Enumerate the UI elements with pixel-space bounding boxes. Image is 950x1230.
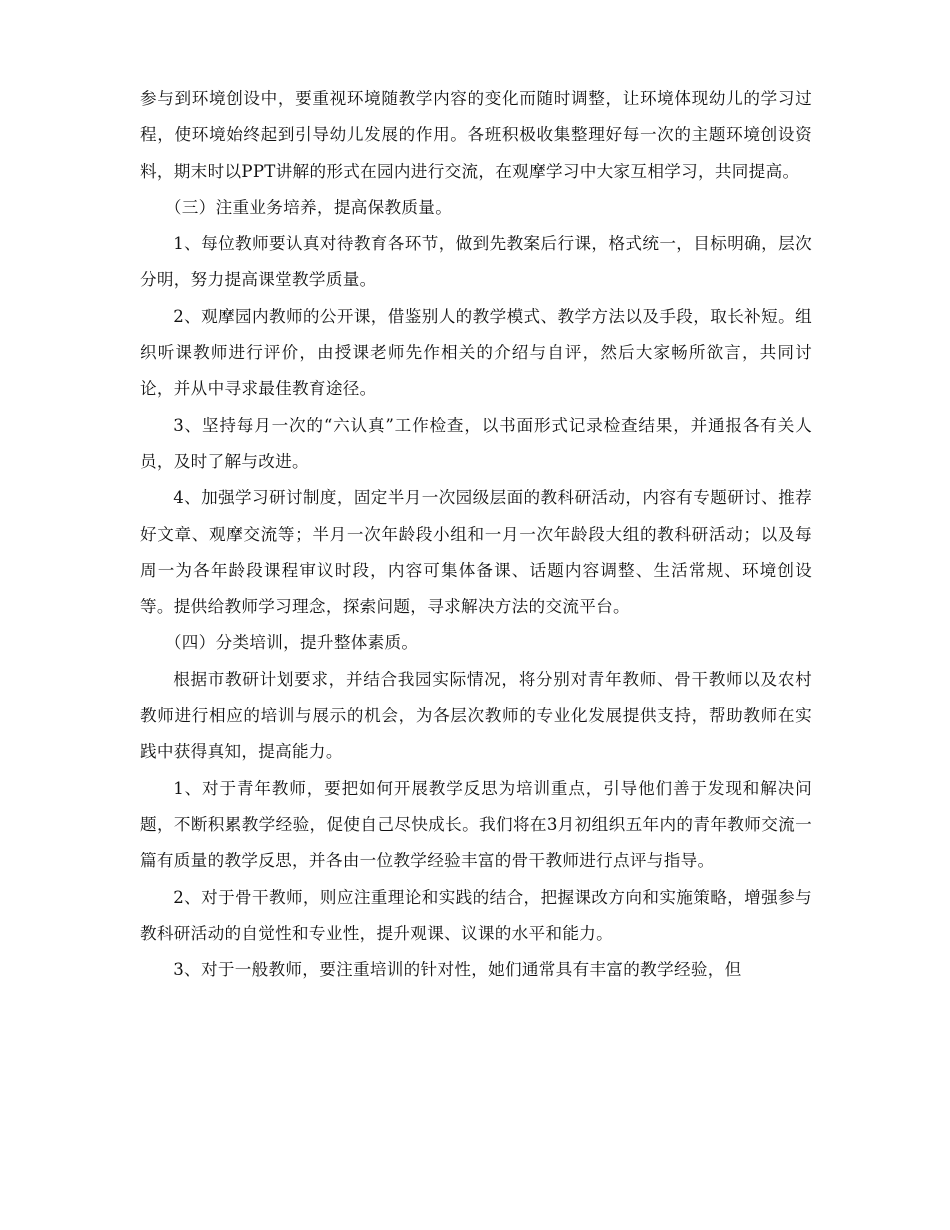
paragraph-item-4: 4、加强学习研讨制度，固定半月一次园级层面的教科研活动，内容有专题研讨、推荐好文章、观摩交流等；半月一次年龄段小组和一月一次年龄段大组的教科研活动；以及每周一为各年龄段课程审议时段，内容可集体备课、话题内容调整、生活常规、环境创设等。提供给教师学习理念，探索问题，寻求解决方法的交流平台。 [140,488,812,617]
section-heading-three: （三）注重业务培养，提高保教质量。 [164,197,453,217]
paragraph-intro: 根据市教研计划要求，并结合我园实际情况，将分别对青年教师、骨干教师以及农村教师进行相应的培训与展示的机会，为各层次教师的专业化发展提供支持，帮助教师在实践中获得真知，提高能力。 [140,669,812,762]
paragraph-general-teachers: 3、对于一般教师，要注重培训的针对性，她们通常具有丰富的教学经验，但 [173,960,742,980]
paragraph-key-teachers: 2、对于骨干教师，则应注重理论和实践的结合，把握课改方向和实施策略，增强参与教科研活动的自觉性和专业性，提升观课、议课的水平和能力。 [140,887,812,943]
section-heading-four: （四）分类培训，提升整体素质。 [164,633,419,653]
paragraph-item-1: 1、每位教师要认真对待教育各环节，做到先教案后行课，格式统一，目标明确，层次分明，努力提高课堂教学质量。 [140,234,812,290]
paragraph-item-2: 2、观摩园内教师的公开课，借鉴别人的教学模式、教学方法以及手段，取长补短。组织听课教师进行评价，由授课老师先作相关的介绍与自评，然后大家畅所欲言，共同讨论，并从中寻求最佳教育途径。 [140,306,812,399]
paragraph-young-teachers: 1、对于青年教师，要把如何开展教学反思为培训重点，引导他们善于发现和解决问题，不断积累教学经验，促使自己尽快成长。我们将在3月初组织五年内的青年教师交流一篇有质量的教学反思，并各由一位教学经验丰富的骨干教师进行点评与指导。 [140,778,812,871]
paragraph-item-3: 3、坚持每月一次的“六认真”工作检查，以书面形式记录检查结果，并通报各有关人员，及时了解与改进。 [140,415,812,471]
document-body [140,81,812,988]
paragraph-continuation: 参与到环境创设中，要重视环境随教学内容的变化而随时调整，让环境体现幼儿的学习过程，使环境始终起到引导幼儿发展的作用。各班积极收集整理好每一次的主题环境创设资料，期末时以PPT讲解的形式在园内进行交流，在观摩学习中大家互相学习，共同提高。 [140,89,812,181]
